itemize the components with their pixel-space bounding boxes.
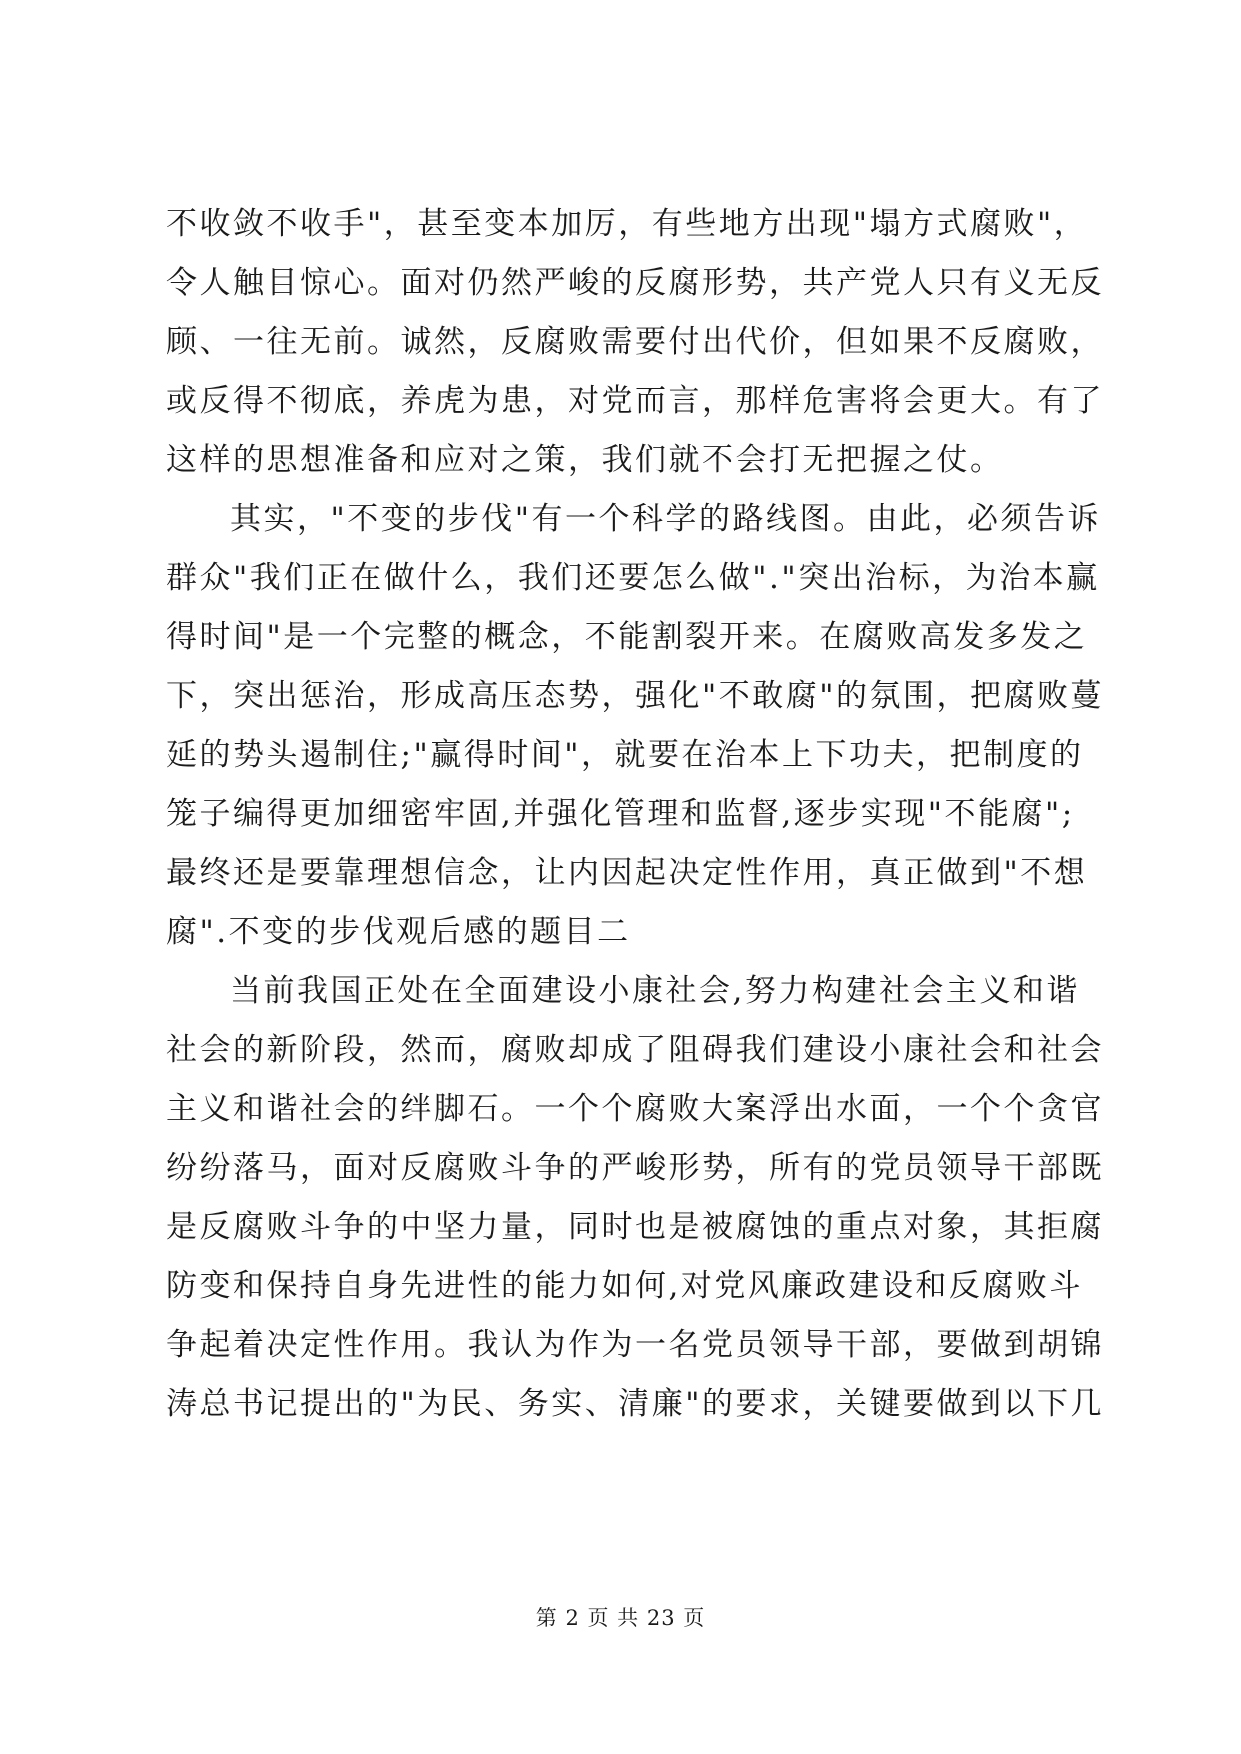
- text-line: 涛总书记提出的"为民、务实、清廉"的要求，关键要做到以下几: [166, 1386, 1105, 1422]
- paragraph-start-line: 当前我国正处在全面建设小康社会,努力构建社会主义和谐: [230, 973, 1080, 1009]
- text-line: 延的势头遏制住;"赢得时间"，就要在治本上下功夫，把制度的: [166, 737, 1084, 773]
- page-number-label: 第 2 页 共 23 页: [535, 1606, 706, 1630]
- text-line: 或反得不彻底，养虎为患，对党而言，那样危害将会更大。有了: [166, 383, 1104, 419]
- text-line: 是反腐败斗争的中坚力量，同时也是被腐蚀的重点对象，其拒腐: [166, 1209, 1104, 1245]
- text-line: 最终还是要靠理想信念，让内因起决定性作用，真正做到"不想: [166, 855, 1088, 891]
- text-line: 不收敛不收手"，甚至变本加厉，有些地方出现"塌方式腐败"，: [166, 206, 1088, 242]
- text-line: 纷纷落马，面对反腐败斗争的严峻形势，所有的党员领导干部既: [166, 1150, 1104, 1186]
- page-footer: [0, 1602, 1241, 1632]
- text-line: 社会的新阶段，然而，腐败却成了阻碍我们建设小康社会和社会: [166, 1032, 1104, 1068]
- text-line: 笼子编得更加细密牢固,并强化管理和监督,逐步实现"不能腐";: [166, 796, 1075, 832]
- text-line: 得时间"是一个完整的概念，不能割裂开来。在腐败高发多发之: [166, 619, 1088, 655]
- text-line: 腐".不变的步伐观后感的题目二: [166, 914, 631, 950]
- text-line: 防变和保持自身先进性的能力如何,对党风廉政建设和反腐败斗: [166, 1268, 1083, 1304]
- text-line: 顾、一往无前。诚然，反腐败需要付出代价，但如果不反腐败，: [166, 324, 1104, 360]
- text-line: 这样的思想准备和应对之策，我们就不会打无把握之仗。: [166, 442, 1004, 478]
- paragraph-start-line: 其实，"不变的步伐"有一个科学的路线图。由此，必须告诉: [230, 501, 1102, 537]
- text-line: 下，突出惩治，形成高压态势，强化"不敢腐"的氛围，把腐败蔓: [166, 678, 1105, 714]
- text-line: 争起着决定性作用。我认为作为一名党员领导干部，要做到胡锦: [166, 1327, 1104, 1363]
- text-line: 令人触目惊心。面对仍然严峻的反腐形势，共产党人只有义无反: [166, 265, 1104, 301]
- text-line: 群众"我们正在做什么，我们还要怎么做"."突出治标，为治本赢: [166, 560, 1100, 596]
- text-line: 主义和谐社会的绊脚石。一个个腐败大案浮出水面，一个个贪官: [166, 1091, 1104, 1127]
- document-body: [166, 195, 1105, 1434]
